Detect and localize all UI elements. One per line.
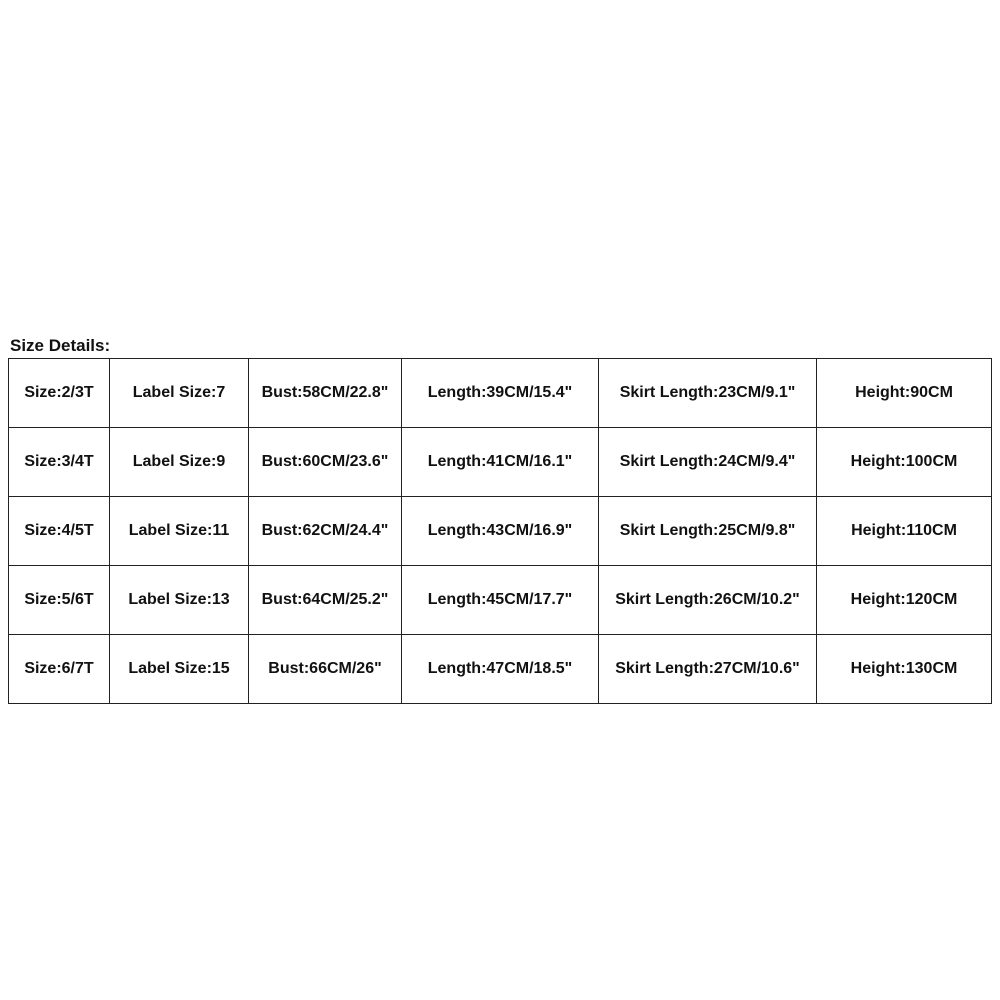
skirt-length-cell: Skirt Length:23CM/9.1" xyxy=(599,359,817,428)
table-row xyxy=(9,635,992,704)
table-row xyxy=(9,566,992,635)
table-row xyxy=(9,359,992,428)
height-cell: Height:130CM xyxy=(817,635,992,704)
height-cell: Height:90CM xyxy=(817,359,992,428)
label-size-cell: Label Size:13 xyxy=(110,566,249,635)
length-cell: Length:43CM/16.9" xyxy=(402,497,599,566)
skirt-length-cell: Skirt Length:24CM/9.4" xyxy=(599,428,817,497)
table-row xyxy=(9,428,992,497)
bust-cell: Bust:64CM/25.2" xyxy=(249,566,402,635)
size-cell: Size:5/6T xyxy=(9,566,110,635)
height-cell: Height:120CM xyxy=(817,566,992,635)
skirt-length-cell: Skirt Length:27CM/10.6" xyxy=(599,635,817,704)
length-cell: Length:41CM/16.1" xyxy=(402,428,599,497)
label-size-cell: Label Size:11 xyxy=(110,497,249,566)
page-title: Size Details: xyxy=(10,336,111,355)
bust-cell: Bust:62CM/24.4" xyxy=(249,497,402,566)
skirt-length-cell: Skirt Length:26CM/10.2" xyxy=(599,566,817,635)
label-size-cell: Label Size:9 xyxy=(110,428,249,497)
bust-cell: Bust:66CM/26" xyxy=(249,635,402,704)
size-table xyxy=(8,358,992,704)
height-cell: Height:100CM xyxy=(817,428,992,497)
size-cell: Size:6/7T xyxy=(9,635,110,704)
length-cell: Length:39CM/15.4" xyxy=(402,359,599,428)
size-cell: Size:4/5T xyxy=(9,497,110,566)
length-cell: Length:45CM/17.7" xyxy=(402,566,599,635)
bust-cell: Bust:58CM/22.8" xyxy=(249,359,402,428)
label-size-cell: Label Size:15 xyxy=(110,635,249,704)
length-cell: Length:47CM/18.5" xyxy=(402,635,599,704)
bust-cell: Bust:60CM/23.6" xyxy=(249,428,402,497)
size-cell: Size:2/3T xyxy=(9,359,110,428)
height-cell: Height:110CM xyxy=(817,497,992,566)
size-cell: Size:3/4T xyxy=(9,428,110,497)
label-size-cell: Label Size:7 xyxy=(110,359,249,428)
skirt-length-cell: Skirt Length:25CM/9.8" xyxy=(599,497,817,566)
table-row xyxy=(9,497,992,566)
